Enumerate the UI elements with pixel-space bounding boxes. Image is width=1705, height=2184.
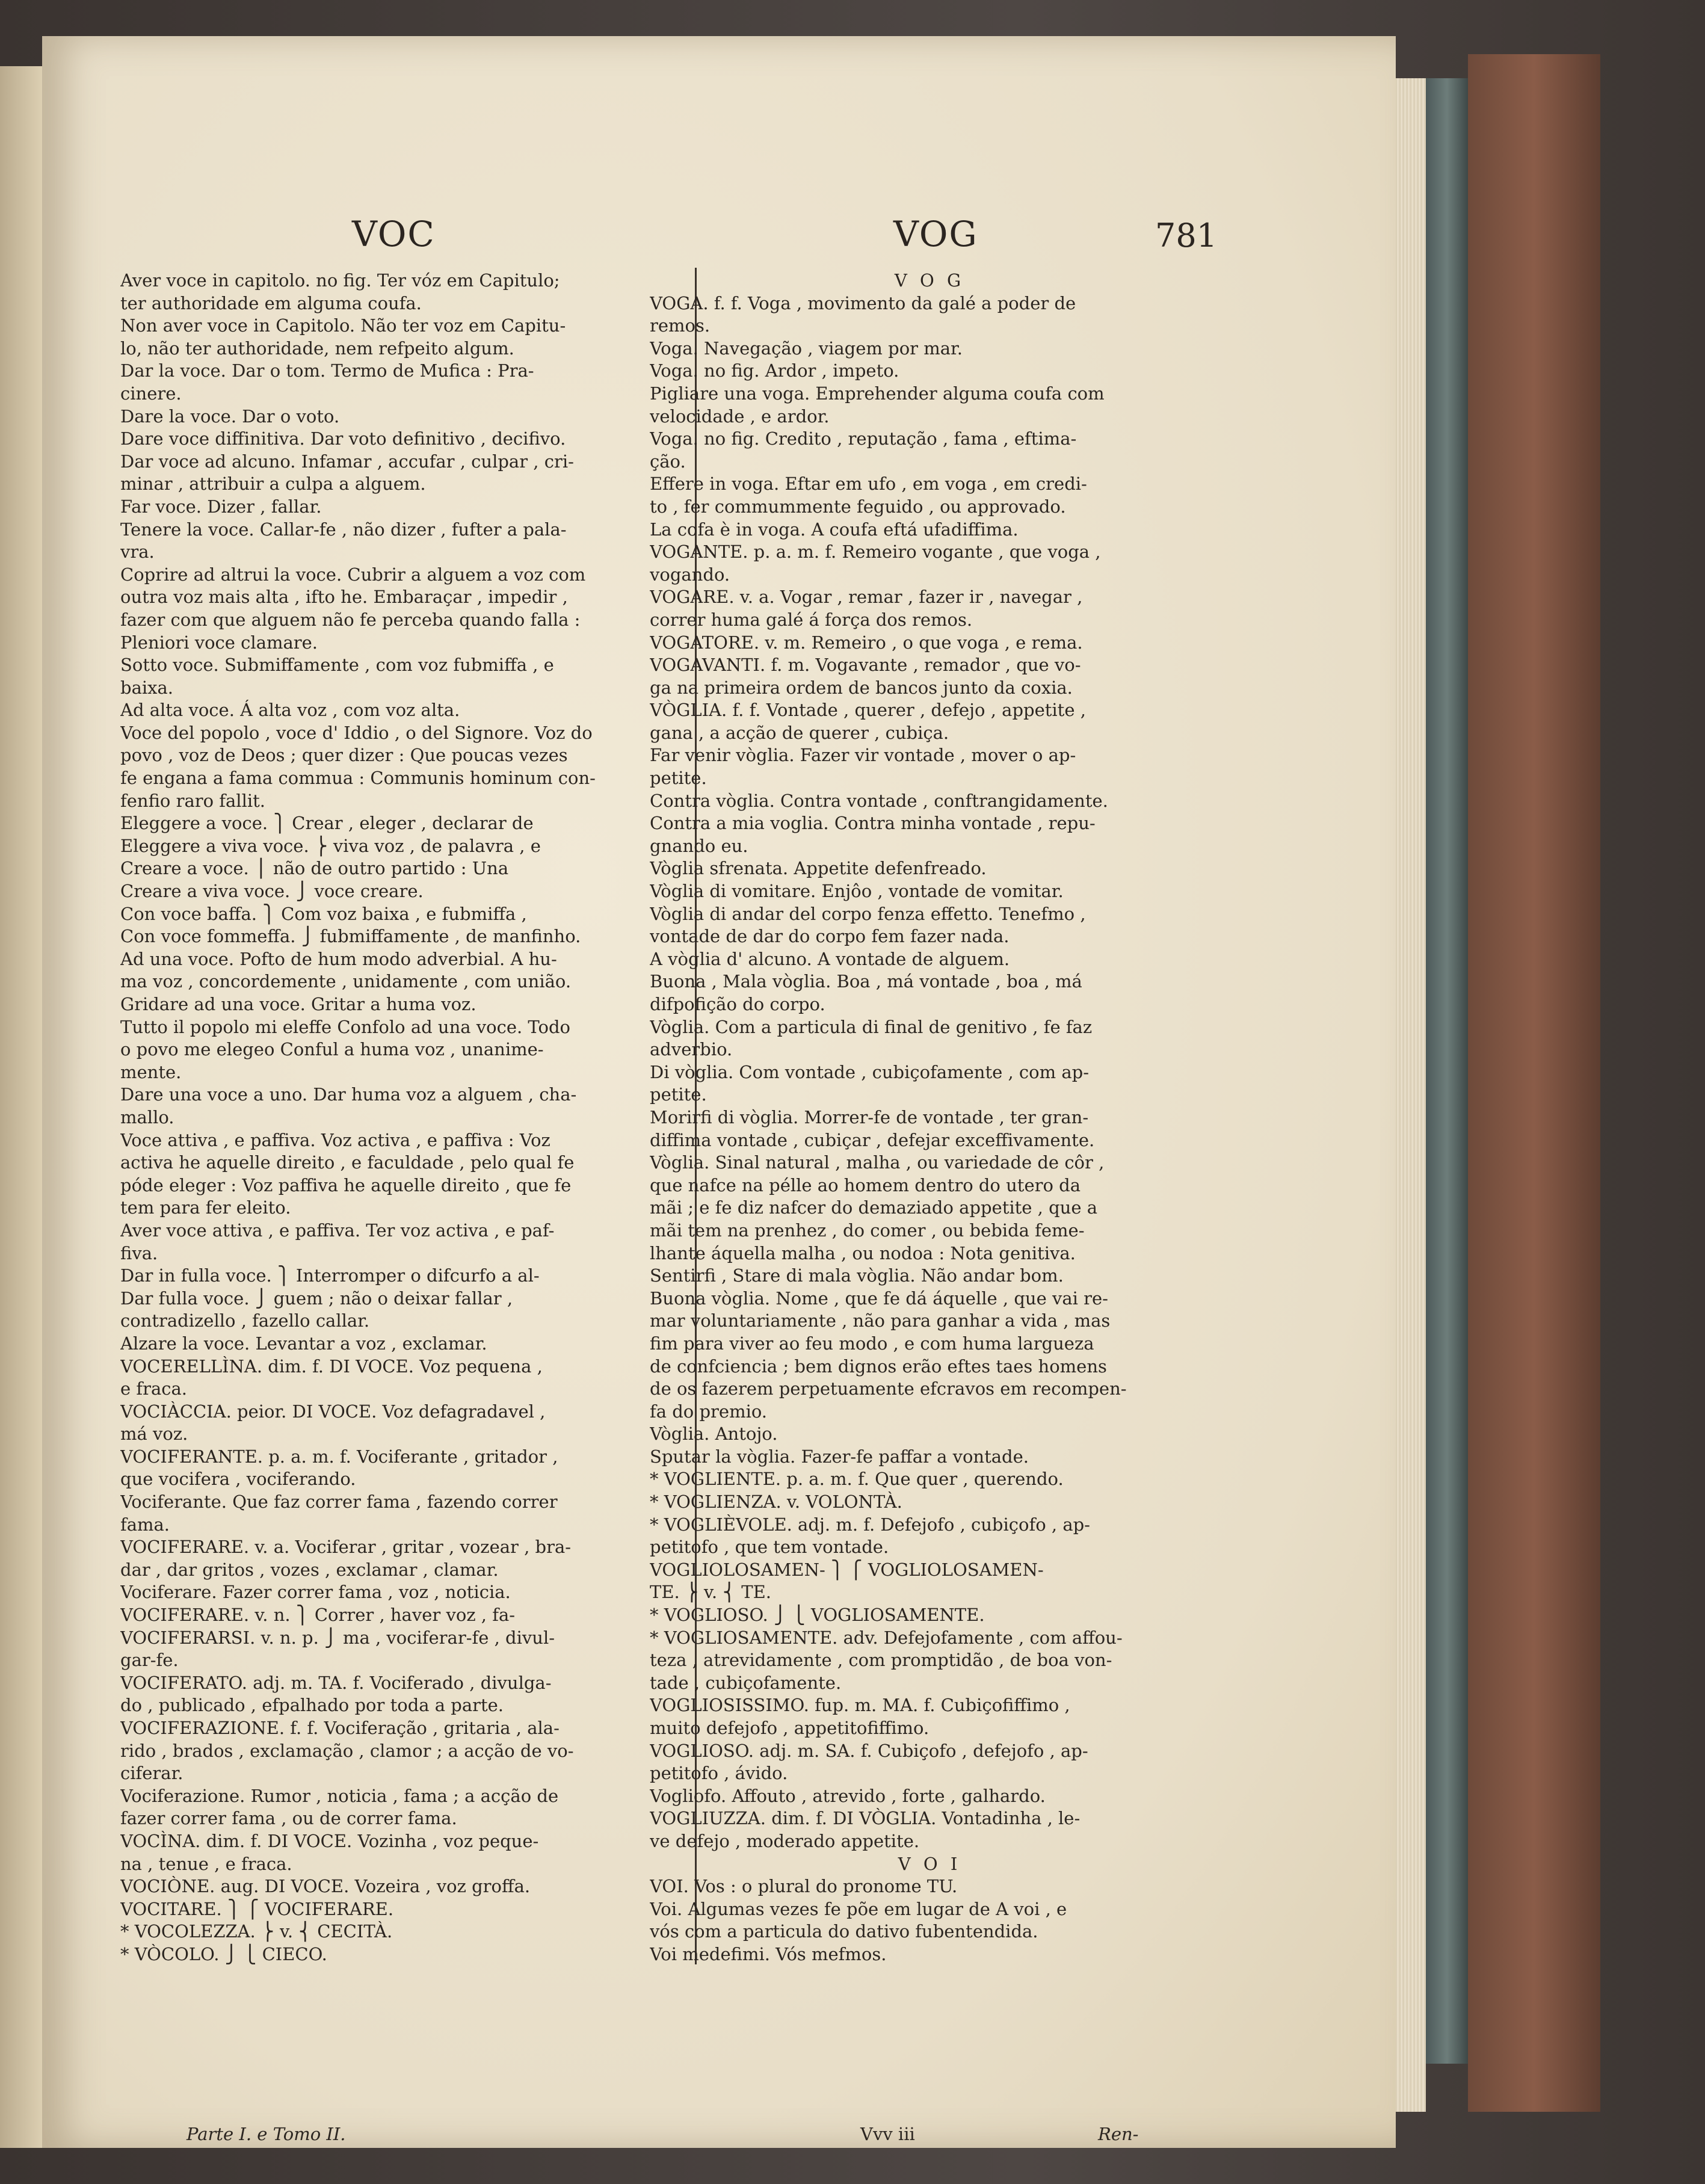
entry-line: mar voluntariamente , não para ganhar a vida , mas [650,1310,1111,1331]
entry-line: VOGLIOLOSAMEN- ⎫ ⎧ VOGLIOLOSAMEN- [650,1559,1044,1580]
entry-line: vós com a particula do dativo fubentendida. [650,1921,1038,1942]
page-number: 781 [1155,217,1218,254]
entry-line: ção. [650,451,686,472]
entry-line: vogando. [650,564,730,585]
entry-line: Dar in fulla voce. ⎫ Interromper o difcurfo a al- [120,1265,540,1286]
entry-line: ter authoridade em alguma coufa. [120,292,422,313]
entry-line: VOGA. f. f. Voga , movimento da galé a poder de [650,292,1076,313]
entry-line: activa he aquelle direito , e faculdade , pelo qual fe [120,1152,575,1173]
entry-line: povo , voz de Deos ; quer dizer : Que poucas vezes [120,745,568,766]
entry-line: Eleggere a voce. ⎫ Crear , eleger , declarar de [120,813,534,834]
entry-line: na , tenue , e fraca. [120,1853,292,1874]
entry-line: Contra a mia voglia. Contra minha vontade , repu- [650,813,1096,834]
entry-line: Coprire ad altrui la voce. Cubrir a alguem a voz com [120,564,586,585]
entry-line: rido , brados , exclamação , clamor ; a acção de vo- [120,1740,574,1761]
left-column [120,270,680,1966]
entry-line: Eleggere a viva voce. ⎬ viva voz , de palavra , e [120,835,541,856]
entry-line: Alzare la voce. Levantar a voz , exclamar. [120,1333,487,1354]
entry-line: ma voz , concordemente , unidamente , com união. [120,971,572,992]
entry-line: Dar voce ad alcuno. Infamar , accufar , culpar , cri- [120,451,574,472]
entry-line: VOGLIOSISSIMO. fup. m. MA. f. Cubiçofiffimo , [650,1695,1070,1716]
entry-line: adverbio. [650,1039,733,1060]
entry-line: Aver voce attiva , e paffiva. Ter voz activa , e paf- [120,1220,555,1241]
entry-line: Ad alta voce. Á alta voz , com voz alta. [120,700,460,721]
entry-line: Dar la voce. Dar o tom. Termo de Mufica : Pra- [120,360,534,381]
entry-line: gana , a acção de querer , cubiça. [650,722,949,743]
entry-line: TE. ⎬ v. ⎨ TE. [650,1582,771,1603]
entry-line: Ad una voce. Pofto de hum modo adverbial. A hu- [120,948,557,969]
entry-line: fenfio raro fallit. [120,790,266,811]
entry-line: to , fer commummente feguido , ou approvado. [650,496,1066,517]
entry-line: lo, não ter authoridade, nem refpeito algum. [120,338,514,359]
right-column [650,270,1209,1966]
entry-line: e fraca. [120,1378,188,1399]
entry-line: Tenere la voce. Callar-fe , não dizer , fufter a pala- [120,519,567,540]
entry-line: fazer correr fama , ou de correr fama. [120,1808,457,1829]
entry-line: Voi medefimi. Vós mefmos. [650,1943,887,1964]
entry-line: VOCIFERAZIONE. f. f. Vociferação , gritaria , ala- [120,1718,560,1738]
entry-line: Vociferare. Fazer correr fama , voz , noticia. [120,1582,511,1603]
entry-line: mãi tem na prenhez , do comer , ou bebida feme- [650,1220,1085,1241]
entry-line: ciferar. [120,1763,183,1784]
entry-line: difpofição do corpo. [650,994,825,1014]
entry-line: * VOGLIOSAMENTE. adv. Defejofamente , com affou- [650,1627,1123,1648]
entry-line: minar , attribuir a culpa a alguem. [120,474,426,495]
entry-line: Vòglia di andar del corpo fenza effetto. Tenefmo , [650,903,1086,924]
entry-line: * VOGLIENZA. v. VOLONTÀ. [650,1491,902,1513]
right-guide-word: VOG [893,214,978,254]
entry-line: VOCIÀCCIA. peior. DI VOCE. Voz defagradavel , [120,1401,546,1422]
entry-line: Voce del popolo , voce d' Iddio , o del Signore. Voz do [120,722,593,743]
entry-line: Voce attiva , e paffiva. Voz activa , e paffiva : Voz [120,1129,550,1150]
entry-line: Buona vòglia. Nome , que fe dá áquelle , que vai re- [650,1288,1108,1309]
entry-line: Voi. Algumas vezes fe põe em lugar de A voi , e [650,1898,1067,1919]
signature-mark: Parte I. e Tomo II. [187,2124,346,2144]
entry-line: VOGANTE. p. a. m. f. Remeiro vogante , que voga , [650,541,1101,563]
entry-line: Vòglia di vomitare. Enjôo , vontade de vomitar. [650,881,1064,902]
entry-line: má voz. [120,1424,188,1445]
entry-line: fim para viver ao feu modo , e com huma largueza [650,1333,1094,1354]
entry-line: VOGATORE. v. m. Remeiro , o que voga , e rema. [650,632,1083,653]
entry-line: tade , cubiçofamente. [650,1672,842,1693]
entry-line: Vogliofo. Affouto , atrevido , forte , galhardo. [650,1785,1046,1806]
entry-line: de os fazerem perpetuamente efcravos em recompen- [650,1378,1127,1399]
entry-line: Voga. no fig. Credito , reputação , fama , eftima- [650,428,1077,449]
entry-line: Far voce. Dizer , fallar. [120,496,322,517]
entry-line: Sputar la vòglia. Fazer-fe paffar a vontade. [650,1446,1029,1467]
entry-line: contradizello , fazello callar. [120,1310,370,1331]
entry-line: VOGAVANTI. f. m. Vogavante , remador , que vo- [650,655,1081,676]
entry-line: o povo me elegeo Conful a huma voz , unanime- [120,1039,544,1060]
entry-line: petitofo , que tem vontade. [650,1537,889,1558]
entry-line: do , publicado , efpalhado por toda a parte. [120,1695,504,1716]
entry-line: * VOGLIOSO. ⎭ ⎩ VOGLIOSAMENTE. [650,1605,985,1626]
entry-line: * VÒCOLO. ⎭ ⎩ CIECO. [120,1943,327,1964]
entry-line: VÒGLIA. f. f. Vontade , querer , defejo , appetite , [650,700,1086,721]
entry-line: * VOGLIENTE. p. a. m. f. Que quer , querendo. [650,1469,1064,1490]
entry-line: fa do premio. [650,1401,768,1422]
entry-line: Vociferazione. Rumor , noticia , fama ; a acção de [120,1785,559,1806]
entry-line: mãi ; e fe diz nafcer do demaziado appetite , que a [650,1197,1098,1218]
left-guide-word: VOC [352,214,436,254]
cloth-binding-edge [1426,78,1468,2064]
entry-line: teza , atrevidamente , com promptidão , de boa von- [650,1650,1112,1671]
entry-line: VOCIFERARSI. v. n. p. ⎭ ma , vociferar-fe , divul- [120,1627,555,1648]
entry-line: VOCERELLÌNA. dim. f. DI VOCE. Voz pequena , [120,1356,543,1377]
catchword: Ren- [1098,2124,1139,2144]
entry-line: velocidade , e ardor. [650,406,830,427]
facing-page-edge [0,66,42,2148]
entry-line: que vocifera , vociferando. [120,1469,356,1490]
entry-line: Gridare ad una voce. Gritar a huma voz. [120,994,476,1014]
entry-line: ga na primeira ordem de bancos junto da coxia. [650,677,1073,698]
entry-line: * VOGLIÈVOLE. adj. m. f. Defejofo , cubiçofo , ap- [650,1514,1090,1535]
entry-line: VOGLIUZZA. dim. f. DI VÒGLIA. Vontadinha , le- [650,1808,1081,1829]
entry-line: fama. [120,1514,170,1535]
entry-line: VOCIFERARE. v. a. Vociferar , gritar , vozear , bra- [120,1537,572,1558]
entry-line: que nafce na pélle ao homem dentro do utero da [650,1174,1081,1195]
entry-line: de confciencia ; bem dignos erão eftes taes homens [650,1356,1107,1377]
entry-line: Morirfi di vòglia. Morrer-fe de vontade , ter gran- [650,1106,1089,1127]
entry-line: póde eleger : Voz paffiva he aquelle direito , que fe [120,1174,572,1195]
dictionary-page [42,36,1396,2148]
entry-line: Contra vòglia. Contra vontade , conftrangidamente. [650,790,1108,811]
entry-line: Vòglia sfrenata. Appetite defenfreado. [650,858,987,879]
entry-line: Non aver voce in Capitolo. Não ter voz em Capitu- [120,315,566,336]
entry-line: Dare la voce. Dar o voto. [120,406,340,427]
entry-line: * VOCOLEZZA. ⎬ v. ⎨ CECITÀ. [120,1921,393,1942]
entry-line: A vòglia d' alcuno. A vontade de alguem. [650,948,1010,969]
entry-line: gnando eu. [650,835,748,856]
entry-line: Vòglia. Com a particula di final de genitivo , fe faz [650,1016,1093,1037]
entry-line: petite. [650,1084,707,1105]
entry-line: cinere. [120,383,182,404]
entry-line: Pleniori voce clamare. [120,632,318,653]
entry-line: vra. [120,541,155,563]
entry-line: VOCÌNA. dim. f. DI VOCE. Vozinha , voz peque- [120,1830,539,1851]
entry-line: Vòglia. Sinal natural , malha , ou variedade de côr , [650,1152,1105,1173]
entry-line: Dare voce diffinitiva. Dar voto definitivo , decifivo. [120,428,566,449]
entry-line: Aver voce in capitolo. no fig. Ter vóz em Capitulo; [120,270,560,291]
entry-line: Dar fulla voce. ⎭ guem ; não o deixar fallar , [120,1288,513,1309]
entry-line: baixa. [120,677,173,698]
entry-line: petite. [650,768,707,789]
entry-line: Voga. no fig. Ardor , impeto. [650,360,899,381]
entry-line: diffima vontade , cubiçar , defejar exceffivamente. [650,1129,1095,1150]
entry-line: gar-fe. [120,1650,179,1671]
entry-line: mallo. [120,1106,174,1127]
entry-line: fiva. [120,1242,158,1263]
entry-line: fe engana a fama commua : Communis hominum con- [120,768,596,789]
entry-line: Creare a voce. ⎪ não de outro partido : Una [120,858,509,879]
entry-line: Vòglia. Antojo. [650,1424,778,1445]
entry-line: La cofa è in voga. A coufa eftá ufadiffima. [650,519,1019,540]
entry-line: Vociferante. Que faz correr fama , fazendo correr [120,1491,558,1513]
entry-line: Creare a viva voce. ⎭ voce creare. [120,881,424,902]
entry-line: Dare una voce a uno. Dar huma voz a alguem , cha- [120,1084,577,1105]
entry-line: tem para fer eleito. [120,1197,291,1218]
entry-line: Effere in voga. Eftar em ufo , em voga , em credi- [650,474,1087,495]
entry-line: VOCIFERATO. adj. m. TA. f. Vociferado , divulga- [120,1672,552,1693]
entry-line: Di vòglia. Com vontade , cubiçofamente , com ap- [650,1061,1089,1082]
entry-line: VOCITARE. ⎫ ⎧ VOCIFERARE. [120,1898,394,1919]
entry-line: V O I [898,1853,961,1874]
entry-line: Sotto voce. Submiffamente , com voz fubmiffa , e [120,655,554,676]
entry-line: dar , dar gritos , vozes , exclamar , clamar. [120,1559,499,1580]
entry-line: VOGLIOSO. adj. m. SA. f. Cubiçofo , defejofo , ap- [650,1740,1088,1761]
entry-line: Tutto il popolo mi eleffe Confolo ad una voce. Todo [120,1016,571,1037]
entry-line: VOGARE. v. a. Vogar , remar , fazer ir , navegar , [650,587,1083,608]
entry-line: remos. [650,315,711,336]
entry-line: mente. [120,1061,182,1082]
entry-line: correr huma galé á força dos remos. [650,609,973,630]
entry-line: Buona , Mala vòglia. Boa , má vontade , boa , má [650,971,1082,992]
entry-line: Far venir vòglia. Fazer vir vontade , mover o ap- [650,745,1076,766]
entry-line: VOCIFERANTE. p. a. m. f. Vociferante , gritador , [120,1446,558,1467]
back-cover-board [1468,54,1600,2112]
entry-line: Pigliare una voga. Emprehender alguma coufa com [650,383,1105,404]
entry-line: muito defejofo , appetitofiffimo. [650,1718,930,1738]
entry-line: Con voce baffa. ⎫ Com voz baixa , e fubmiffa , [120,903,527,924]
entry-line: Sentirfi , Stare di mala vòglia. Não andar bom. [650,1265,1064,1286]
entry-line: V O G [894,270,965,291]
entry-line: vontade de dar do corpo fem fazer nada. [650,926,1010,947]
entry-line: VOCIFERARE. v. n. ⎫ Correr , haver voz , fa- [120,1605,516,1626]
entry-line: Con voce fommeffa. ⎭ fubmiffamente , de manfinho. [120,926,581,947]
gathering-mark: Vvv iii [860,2124,915,2144]
entry-line: VOCIÒNE. aug. DI VOCE. Vozeira , voz groffa. [120,1876,531,1897]
entry-line: Voga. Navegação , viagem por mar. [650,338,963,359]
entry-line: fazer com que alguem não fe perceba quando falla : [120,609,581,630]
entry-line: VOI. Vos : o plural do pronome TU. [650,1876,958,1897]
entry-line: ve defejo , moderado appetite. [650,1830,920,1851]
entry-line: outra voz mais alta , ifto he. Embaraçar , impedir , [120,587,568,608]
entry-line: lhante áquella malha , ou nodoa : Nota genitiva. [650,1242,1076,1263]
entry-line: petitofo , ávido. [650,1763,788,1784]
